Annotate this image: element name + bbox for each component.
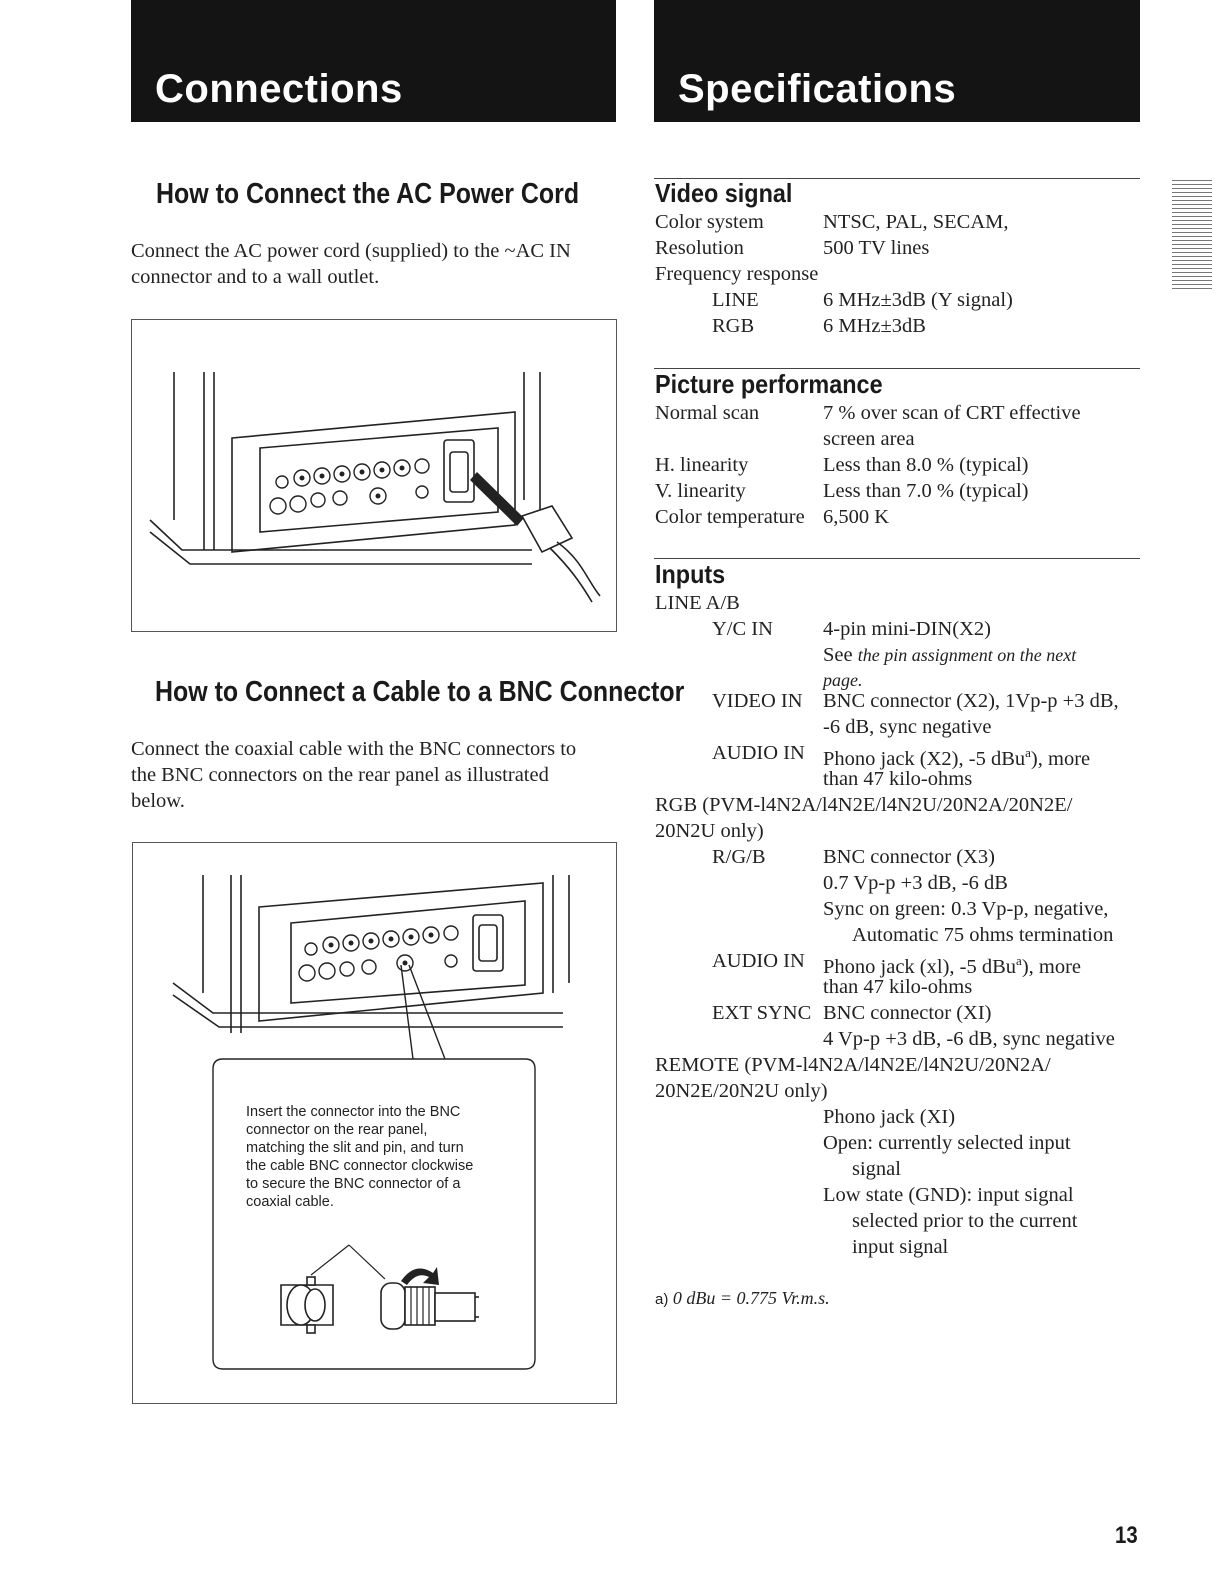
spec-value: than 47 kilo-ohms xyxy=(823,976,973,998)
spec-sublabel: AUDIO IN xyxy=(712,742,805,764)
spec-label: Frequency response xyxy=(655,263,819,285)
spec-label: Color system xyxy=(655,211,764,233)
spec-value: BNC connector (XI) xyxy=(823,1002,992,1024)
spec-value: NTSC, PAL, SECAM, xyxy=(823,211,1009,233)
spec-sublabel: R/G/B xyxy=(712,846,766,868)
spec-value: Phono jack (xl), -5 dBu$^a$), more xyxy=(823,953,1082,978)
video-signal-heading: Video signal xyxy=(655,178,793,208)
spec-sublabel: Y/C IN xyxy=(712,618,773,640)
spec-value: signal xyxy=(852,1158,901,1180)
bnc-heading: How to Connect a Cable to a BNC Connector xyxy=(155,676,685,708)
spec-value: 6 MHz±3dB xyxy=(823,315,926,337)
spec-value: 4 Vp-p +3 dB, -6 dB, sync negative xyxy=(823,1028,1115,1050)
spec-value: Less than 8.0 % (typical) xyxy=(823,454,1029,476)
section-thumb-tab xyxy=(1172,180,1212,292)
page-number: 13 xyxy=(1115,1522,1138,1549)
spec-label: 20N2U only) xyxy=(655,820,764,842)
spec-value: BNC connector (X3) xyxy=(823,846,995,868)
spec-value: 6,500 K xyxy=(823,506,890,528)
spec-value: Phono jack (X2), -5 dBu$^a$), more xyxy=(823,745,1091,770)
spec-label: Resolution xyxy=(655,237,744,259)
spec-value: input signal xyxy=(852,1236,949,1258)
picture-performance-heading: Picture performance xyxy=(655,369,883,399)
spec-label: Color temperature xyxy=(655,506,805,528)
connections-title: Connections xyxy=(155,67,403,111)
ac-power-instructions: Connect the AC power cord (supplied) to the ~AC IN connector and to a wall outlet. xyxy=(131,240,571,288)
spec-label: 20N2E/20N2U only) xyxy=(655,1080,828,1102)
spec-value: page. xyxy=(823,670,863,690)
ac-power-heading: How to Connect the AC Power Cord xyxy=(156,178,580,210)
specifications-title: Specifications xyxy=(678,67,957,111)
specifications-banner xyxy=(654,0,1140,122)
bnc-instructions: Connect the coaxial cable with the BNC connectors to the BNC connectors on the rear panel as illustrated below. xyxy=(131,738,577,812)
spec-value: Automatic 75 ohms termination xyxy=(852,924,1114,946)
spec-sublabel: EXT SYNC xyxy=(712,1002,812,1024)
bnc-figure xyxy=(132,842,617,1404)
spec-label: H. linearity xyxy=(655,454,749,476)
spec-value: 4-pin mini-DIN(X2) xyxy=(823,618,991,640)
spec-label: V. linearity xyxy=(655,480,746,502)
spec-value: 7 % over scan of CRT effective xyxy=(823,402,1081,424)
spec-value: Low state (GND): input signal xyxy=(823,1184,1074,1206)
ac-power-figure xyxy=(131,319,617,632)
spec-value: screen area xyxy=(823,428,915,450)
spec-value: selected prior to the current xyxy=(852,1210,1078,1232)
spec-sublabel: VIDEO IN xyxy=(712,690,803,712)
spec-value: Sync on green: 0.3 Vp-p, negative, xyxy=(823,898,1109,920)
spec-value: Phono jack (XI) xyxy=(823,1106,956,1128)
spec-sublabel: RGB xyxy=(712,315,755,337)
spec-value: Open: currently selected input xyxy=(823,1132,1071,1154)
spec-sublabel: AUDIO IN xyxy=(712,950,805,972)
spec-value: See the pin assignment on the next xyxy=(823,644,1077,666)
spec-value: than 47 kilo-ohms xyxy=(823,768,973,790)
connections-banner xyxy=(131,0,616,122)
footnote: a) 0 dBu = 0.775 Vr.m.s. xyxy=(655,1288,830,1308)
spec-label: RGB (PVM-l4N2A/l4N2E/l4N2U/20N2A/20N2E/ xyxy=(655,794,1073,816)
spec-sublabel: LINE xyxy=(712,289,759,311)
inputs-heading: Inputs xyxy=(655,559,726,589)
spec-value: 500 TV lines xyxy=(823,237,930,259)
rear-panel-ac-illustration xyxy=(132,320,616,631)
spec-value: -6 dB, sync negative xyxy=(823,716,992,738)
spec-label: Normal scan xyxy=(655,402,760,424)
spec-value: BNC connector (X2), 1Vp-p +3 dB, xyxy=(823,690,1119,712)
spec-label: LINE A/B xyxy=(655,592,740,614)
spec-label: REMOTE (PVM-l4N2A/l4N2E/l4N2U/20N2A/ xyxy=(655,1054,1051,1076)
bnc-callout-text: Insert the connector into the BNC connector on the rear panel, matching the slit and pin, and turn the cable BNC connector clockwise to secure the BNC connector of a coaxial cable. xyxy=(246,1104,474,1210)
spec-value: 6 MHz±3dB (Y signal) xyxy=(823,289,1013,311)
spec-value: Less than 7.0 % (typical) xyxy=(823,480,1029,502)
spec-value: 0.7 Vp-p +3 dB, -6 dB xyxy=(823,872,1008,894)
inputs-rule xyxy=(654,558,1140,559)
